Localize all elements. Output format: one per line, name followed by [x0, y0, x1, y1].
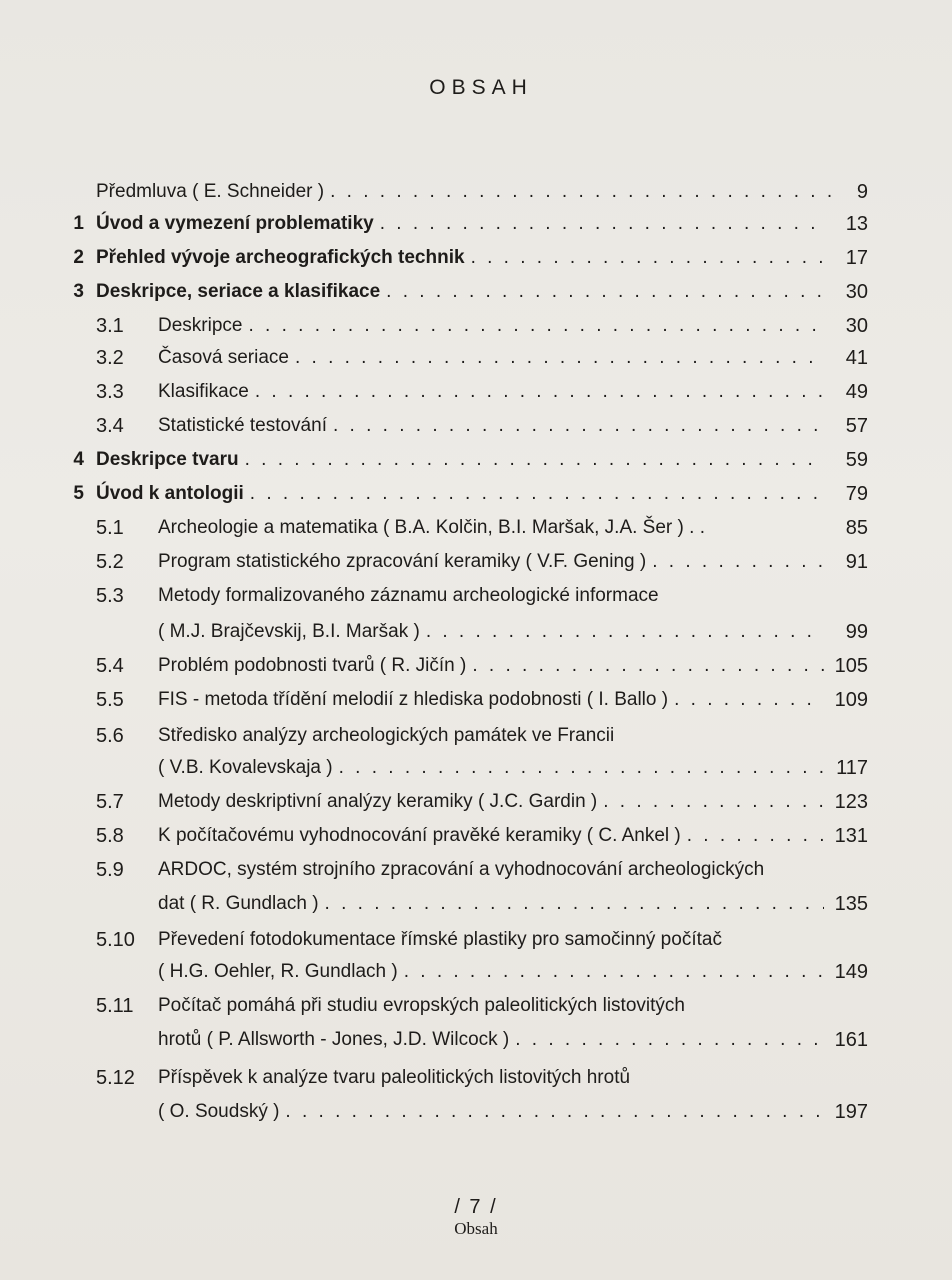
toc-chapter-number: 1 [73, 213, 84, 234]
dot-leader [325, 888, 824, 920]
toc-entry-title: Program statistického zpracování keramiky ( V.F. Gening ) [158, 551, 647, 572]
toc-entry-title: Časová seriace [158, 347, 289, 368]
toc-entry-title: Převedení fotodokumentace římské plastiky pro samočinný počítač [158, 929, 722, 950]
toc-chapter-number: 3 [73, 281, 84, 302]
toc-section-5-9[interactable] [0, 854, 952, 886]
toc-entry-title: Počítač pomáhá při studiu evropských paleolitických listovitých [158, 995, 685, 1016]
dot-leader [652, 546, 824, 578]
toc-section-5-10-continued[interactable] [0, 956, 952, 988]
toc-entry-title: Problém podobnosti tvarů ( R. Jičín ) [158, 655, 467, 676]
toc-entry-title: Archeologie a matematika ( B.A. Kolčin, B.I. Maršak, J.A. Šer ) . . [158, 517, 705, 538]
dot-leader [674, 684, 824, 716]
dot-leader [603, 786, 824, 818]
toc-page-number: 79 [845, 483, 868, 505]
toc-section-number: 3.2 [96, 347, 124, 369]
toc-chapter-3[interactable] [0, 276, 952, 308]
toc-page-number: 149 [834, 961, 868, 983]
toc-entry-authors: ( H.G. Oehler, R. Gundlach ) [158, 961, 398, 982]
toc-entry-title: K počítačovému vyhodnocování pravěké keramiky ( C. Ankel ) [158, 825, 681, 846]
toc-section-5-12[interactable] [0, 1062, 952, 1094]
toc-entry-title: Středisko analýzy archeologických památek ve Francii [158, 725, 615, 746]
toc-entry-title: Statistické testování [158, 415, 327, 436]
dot-leader [515, 1024, 824, 1056]
toc-entry-authors: ( M.J. Brajčevskij, B.I. Maršak ) [158, 621, 420, 642]
toc-section-5-11-continued[interactable] [0, 1024, 952, 1056]
toc-page-number: 13 [845, 213, 868, 235]
dot-leader [687, 820, 824, 852]
dot-leader [245, 444, 824, 476]
dot-leader [404, 956, 824, 988]
toc-page-number: 49 [845, 381, 868, 403]
toc-page-number: 57 [845, 415, 868, 437]
toc-chapter-1[interactable] [0, 208, 952, 240]
toc-page-number: 197 [834, 1101, 868, 1123]
toc-chapter-5[interactable] [0, 478, 952, 510]
dot-leader [250, 478, 824, 510]
toc-entry-title: ARDOC, systém strojního zpracování a vyhodnocování archeologických [158, 859, 765, 880]
dot-leader [471, 242, 824, 274]
toc-section-3-1[interactable] [0, 310, 952, 342]
toc-section-number: 5.4 [96, 655, 124, 677]
toc-entry-title: Metody formalizovaného záznamu archeologické informace [158, 585, 659, 606]
toc-page-number: 17 [845, 247, 868, 269]
toc-entry-title: Deskripce [158, 315, 243, 336]
toc-section-5-1[interactable] [0, 512, 952, 544]
toc-page-number: 161 [834, 1029, 868, 1051]
toc-page-number: 91 [845, 551, 868, 573]
toc-entry-preface[interactable] [0, 176, 952, 208]
dot-leader [339, 752, 824, 784]
toc-section-number: 3.4 [96, 415, 124, 437]
footer-label: Obsah [454, 1219, 498, 1238]
toc-page-number: 109 [834, 689, 868, 711]
dot-leader [295, 342, 824, 374]
toc-page-number: 117 [836, 757, 868, 779]
toc-section-5-12-continued[interactable] [0, 1096, 952, 1128]
toc-entry-title: Metody deskriptivní analýzy keramiky ( J.C. Gardin ) [158, 791, 598, 812]
toc-entry-title: Klasifikace [158, 381, 249, 402]
toc-chapter-number: 5 [73, 483, 84, 504]
toc-section-5-6-continued[interactable] [0, 752, 952, 784]
dot-leader [426, 616, 824, 648]
dot-leader [285, 1096, 824, 1128]
toc-page-number: 59 [845, 449, 868, 471]
toc-section-5-3[interactable] [0, 580, 952, 612]
toc-section-5-11[interactable] [0, 990, 952, 1022]
toc-page-number: 99 [845, 621, 868, 643]
dot-leader [472, 650, 824, 682]
toc-page-number: 30 [845, 315, 868, 337]
toc-section-number: 5.7 [96, 791, 124, 813]
toc-section-number: 5.1 [96, 517, 124, 539]
toc-section-number: 5.10 [96, 929, 135, 951]
dot-leader [380, 208, 824, 240]
toc-section-5-10[interactable] [0, 924, 952, 956]
toc-section-5-4[interactable] [0, 650, 952, 682]
dot-leader [330, 176, 836, 208]
toc-section-3-3[interactable] [0, 376, 952, 408]
toc-entry-title: Deskripce tvaru [96, 449, 239, 470]
toc-entry-authors: ( V.B. Kovalevskaja ) [158, 757, 333, 778]
page-number: / 7 / [454, 1196, 498, 1218]
toc-section-number: 3.1 [96, 315, 124, 337]
toc-section-number: 5.9 [96, 859, 124, 881]
toc-section-number: 5.6 [96, 725, 124, 747]
toc-entry-authors: dat ( R. Gundlach ) [158, 893, 319, 914]
toc-page-number: 30 [845, 281, 868, 303]
toc-entry-title: Úvod k antologii [96, 483, 244, 504]
dot-leader [386, 276, 824, 308]
toc-section-5-3-continued[interactable] [0, 616, 952, 648]
toc-section-number: 5.12 [96, 1067, 135, 1089]
toc-section-number: 5.8 [96, 825, 124, 847]
toc-section-number: 5.2 [96, 551, 124, 573]
toc-entry-title: Úvod a vymezení problematiky [96, 213, 374, 234]
dot-leader [333, 410, 824, 442]
toc-page-number: 105 [834, 655, 868, 677]
toc-chapter-2[interactable] [0, 242, 952, 274]
toc-section-5-6[interactable] [0, 720, 952, 752]
toc-entry-authors: hrotů ( P. Allsworth - Jones, J.D. Wilcock ) [158, 1029, 510, 1050]
dot-leader [248, 310, 824, 342]
toc-page-number: 135 [834, 893, 868, 915]
toc-section-number: 5.3 [96, 585, 124, 607]
toc-section-3-2[interactable] [0, 342, 952, 374]
toc-section-5-9-continued[interactable] [0, 888, 952, 920]
page-footer [0, 1196, 952, 1240]
toc-section-5-5[interactable] [0, 684, 952, 716]
toc-page-number: 41 [845, 347, 868, 369]
toc-section-3-4[interactable] [0, 410, 952, 442]
toc-section-5-8[interactable] [0, 820, 952, 852]
toc-page-number: 131 [834, 825, 868, 847]
dot-leader [255, 376, 824, 408]
toc-chapter-number: 4 [73, 449, 84, 470]
toc-chapter-number: 2 [73, 247, 84, 268]
toc-section-5-7[interactable] [0, 786, 952, 818]
toc-entry-authors: ( O. Soudský ) [158, 1101, 280, 1122]
toc-page-number: 85 [845, 517, 868, 539]
toc-entry-title: FIS - metoda třídění melodií z hlediska podobnosti ( I. Ballo ) [158, 689, 669, 710]
toc-entry-title: Příspěvek k analýze tvaru paleolitických listovitých hrotů [158, 1067, 631, 1088]
toc-entry-title: Předmluva ( E. Schneider ) [96, 181, 325, 202]
toc-entry-title: Přehled vývoje archeografických technik [96, 247, 465, 268]
toc-page-number: 9 [856, 181, 868, 203]
toc-chapter-4[interactable] [0, 444, 952, 476]
toc-entry-title: Deskripce, seriace a klasifikace [96, 281, 381, 302]
toc-section-number: 5.5 [96, 689, 124, 711]
toc-section-number: 3.3 [96, 381, 124, 403]
toc-section-5-2[interactable] [0, 546, 952, 578]
page-title: OBSAH [429, 76, 533, 99]
toc-section-number: 5.11 [96, 995, 134, 1017]
toc-page-number: 123 [834, 791, 868, 813]
